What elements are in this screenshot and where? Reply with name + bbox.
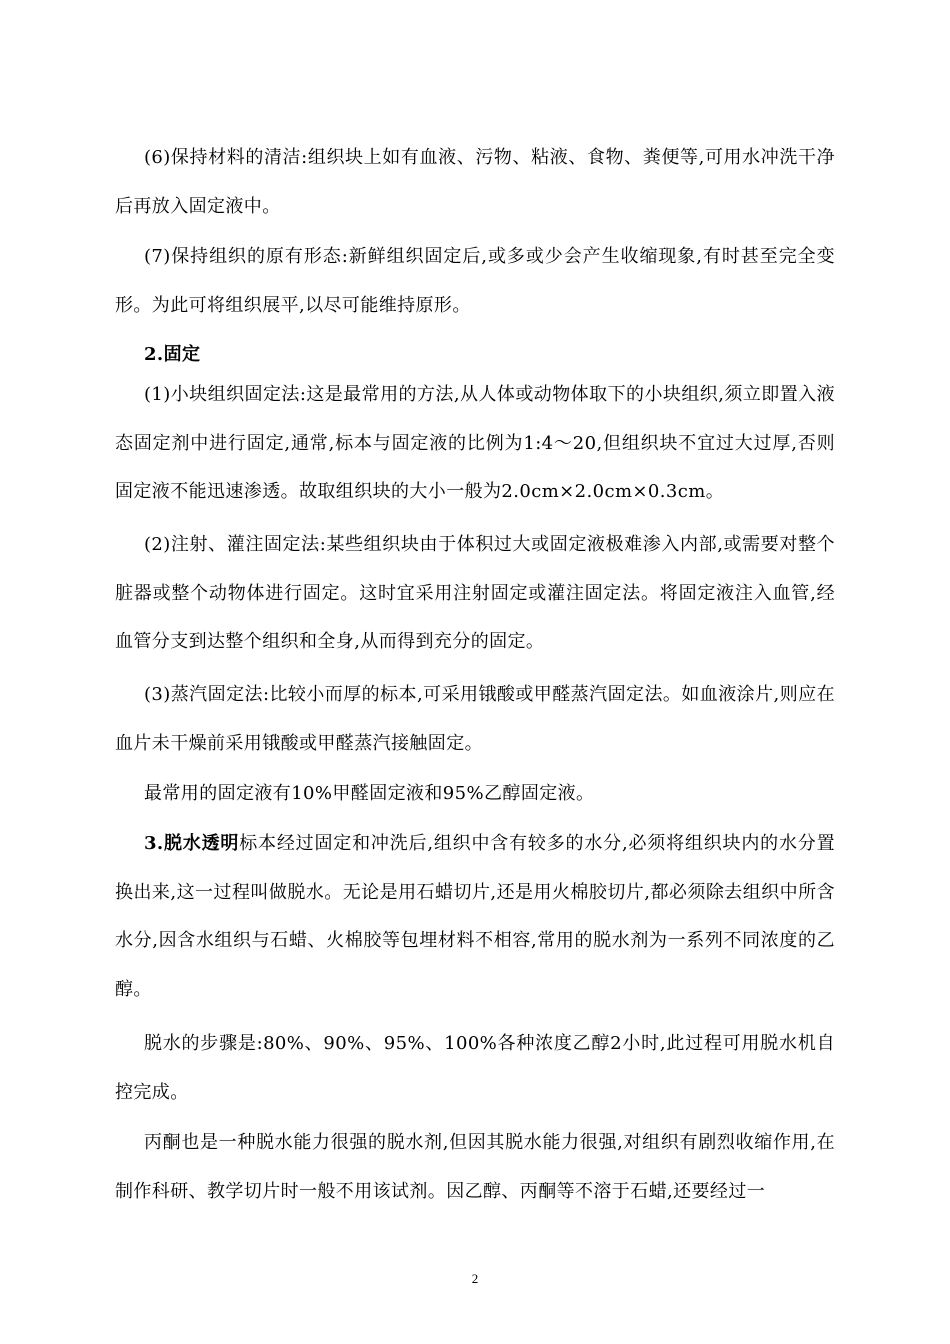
section-heading-fixation: 2.固定 (144, 344, 201, 365)
paragraph-acetone: 丙酮也是一种脱水能力很强的脱水剂,但因其脱水能力很强,对组织有剧烈收缩作用,在制作科研、教学切片时一般不用该试剂。因乙醇、丙酮等不溶于石蜡,还要经过一 (115, 1132, 835, 1202)
paragraph-dehydration-steps: 脱水的步骤是:80%、90%、95%、100%各种浓度乙醇2小时,此过程可用脱水机自控完成。 (115, 1033, 835, 1103)
paragraph-keep-original-shape: (7)保持组织的原有形态:新鲜组织固定后,或多或少会产生收缩现象,有时甚至完全变形。为此可将组织展平,以尽可能维持原形。 (115, 246, 835, 316)
paragraph-small-block-fixation: (1)小块组织固定法:这是最常用的方法,从人体或动物体取下的小块组织,须立即置入液态固定剂中进行固定,通常,标本与固定液的比例为1:4～20,但组织块不宜过大过厚,否则固定液不能迅速渗透。故取组织块的大小一般为2.0cm×2.0cm×0.3cm。 (115, 384, 835, 502)
paragraph-dehydration-clearing (115, 820, 835, 1014)
section-heading-dehydration: 3.脱水透明 (144, 833, 240, 854)
paragraph-common-fixatives: 最常用的固定液有10%甲醛固定液和95%乙醇固定液。 (144, 783, 595, 804)
dehydration-text: 标本经过固定和冲洗后,组织中含有较多的水分,必须将组织块内的水分置换出来,这一过程叫做脱水。无论是用石蜡切片,还是用火棉胶切片,都必须除去组织中所含水分,因含水组织与石蜡、火棉胶等包埋材料不相容,常用的脱水剂为一系列不同浓度的乙醇。 (115, 833, 835, 1000)
page-number: 2 (471, 1271, 479, 1286)
paragraph-vapor-fixation: (3)蒸汽固定法:比较小而厚的标本,可采用锇酸或甲醛蒸汽固定法。如血液涂片,则应在血片未干燥前采用锇酸或甲醛蒸汽接触固定。 (115, 684, 835, 754)
paragraph-injection-perfusion-fixation: (2)注射、灌注固定法:某些组织块由于体积过大或固定液极难渗入内部,或需要对整个脏器或整个动物体进行固定。这时宜采用注射固定或灌注固定法。将固定液注入血管,经血管分支到达整个组织和全身,从而得到充分的固定。 (115, 534, 835, 652)
paragraph-keep-material-clean: (6)保持材料的清洁:组织块上如有血液、污物、粘液、食物、粪便等,可用水冲洗干净后再放入固定液中。 (115, 147, 835, 217)
